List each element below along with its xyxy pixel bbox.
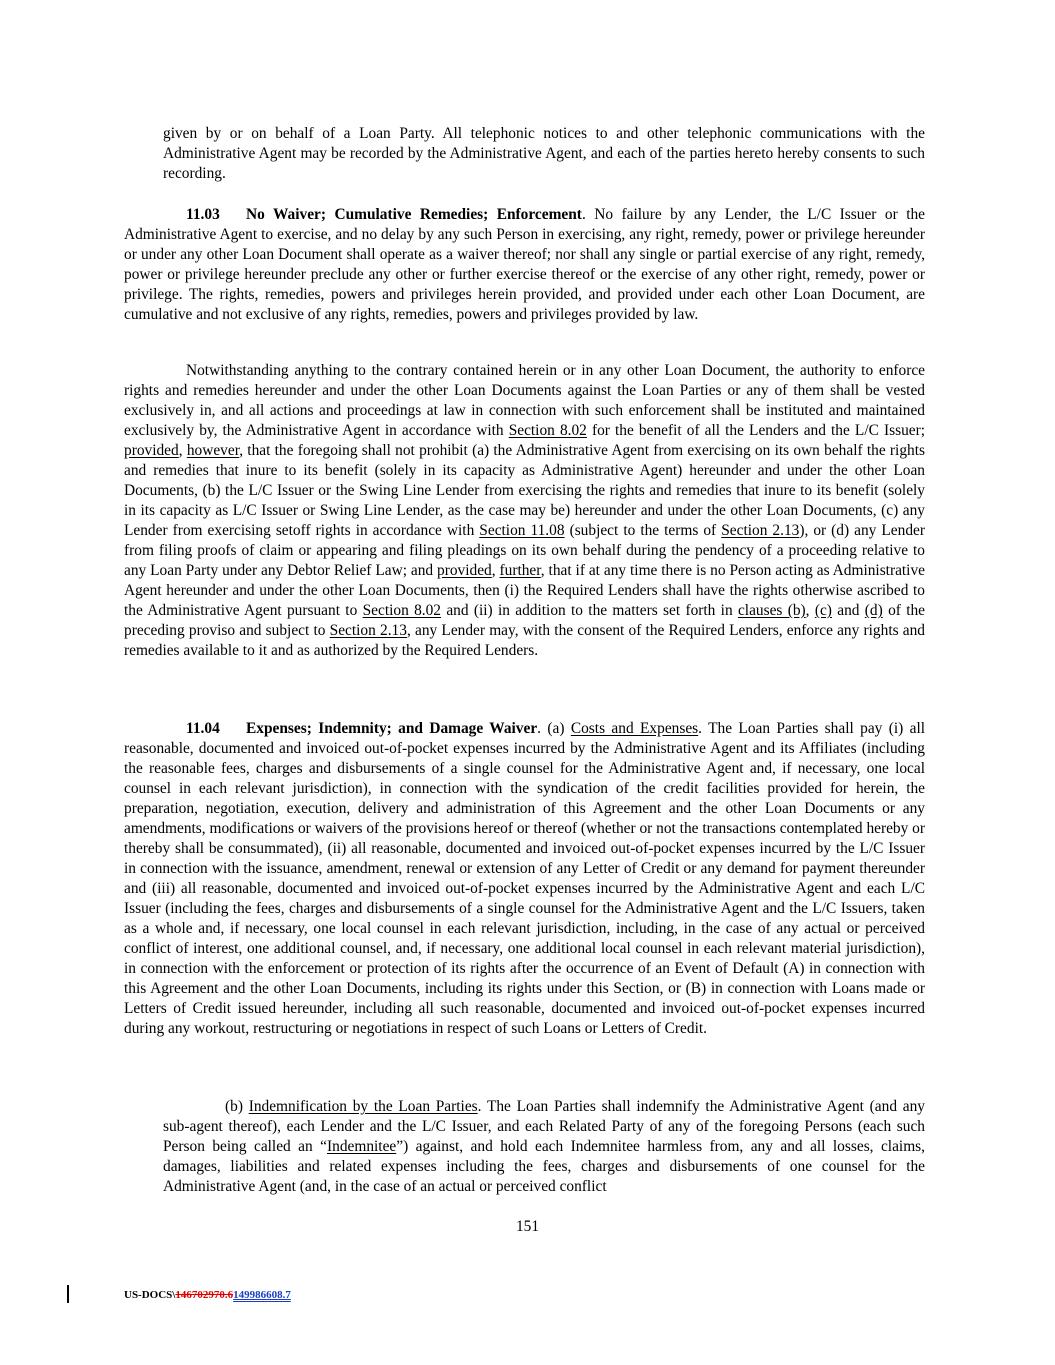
section-11-03: 11.03 No Waiver; Cumulative Remedies; Enforcement. No failure by any Lender, the L/C Issuer or the Administrative Agent to exercise, and no delay by any such Person in exercising, any right, remedy, power or privilege hereunder or under any other Loan Document shall operate as a waiver thereof; nor shall any single or partial exercise of any right, remedy, power or privilege hereunder preclude any other or further exercise thereof or the exercise of any other right, remedy, power or privilege. The rights, remedies, powers and privileges herein provided, and provided under each other Loan Document, are cumulative and not exclusive of any rights, remedies, powers and privileges provided by law.	[124, 206, 925, 323]
section-number: 11.04	[186, 720, 220, 737]
section-number: 11.03	[186, 206, 220, 223]
change-bar	[67, 1285, 69, 1303]
section-heading: No Waiver; Cumulative Remedies; Enforcement	[246, 206, 582, 223]
paragraph-notwithstanding: Notwithstanding anything to the contrary contained herein or in any other Loan Document, the authority to enforce rights and remedies hereunder and under the other Loan Documents against the Loan Parties or any of them shall be vested exclusively in, and all actions and proceedings at law in connection with such enforcement shall be instituted and maintained exclusively by, the Administrative Agent in accordance with Section 8.02 for the benefit of all the Lenders and the L/C Issuer; provided, however, that the foregoing shall not prohibit (a) the Administrative Agent from exercising on its own behalf the rights and remedies that inure to its benefit (solely in its capacity as Administrative Agent) hereunder and under the other Loan Documents, (b) the L/C Issuer or the Swing Line Lender from exercising the rights and remedies that inure to its benefit (solely in its capacity as L/C Issuer or Swing Line Lender, as the case may be) hereunder and under the other Loan Documents, (c) any Lender from exercising setoff rights in accordance with Section 11.08 (subject to the terms of Section 2.13), or (d) any Lender from filing proofs of claim or appearing and filing pleadings on its own behalf during the pendency of a proceeding relative to any Loan Party under any Debtor Relief Law; and provided, further, that if at any time there is no Person acting as Administrative Agent hereunder and under the other Loan Documents, then (i) the Required Lenders shall have the rights otherwise ascribed to the Administrative Agent pursuant to Section 8.02 and (ii) in addition to the matters set forth in clauses (b), (c) and (d) of the preceding proviso and subject to Section 2.13, any Lender may, with the consent of the Required Lenders, enforce any rights and remedies available to it and as authorized by the Required Lenders.	[124, 362, 926, 659]
section-heading: Expenses; Indemnity; and Damage Waiver	[246, 720, 538, 737]
deleted-doc-id: 146702970.6	[175, 1289, 234, 1301]
section-11-04: 11.04 Expenses; Indemnity; and Damage Waiver. (a) Costs and Expenses. The Loan Parties shall pay (i) all reasonable, documented and invoiced out-of-pocket expenses incurred by the Administrative Agent and its Affiliates (including the reasonable fees, charges and disbursements of a single counsel for the Administrative Agent and, if necessary, one local counsel in each relevant jurisdiction), in connection with the syndication of the credit facilities provided for herein, the preparation, negotiation, execution, delivery and administration of this Agreement and the other Loan Documents or any amendments, modifications or waivers of the provisions hereof or thereof (whether or not the transactions contemplated hereby or thereby shall be consummated), (ii) all reasonable, documented and invoiced out-of-pocket expenses incurred by the L/C Issuer in connection with the issuance, amendment, renewal or extension of any Letter of Credit or any demand for payment thereunder and (iii) all reasonable, documented and invoiced out-of-pocket expenses incurred by the Administrative Agent and each L/C Issuer (including the fees, charges and disbursements of a single counsel for the Administrative Agent and the L/C Issuers, taken as a whole and, if necessary, one local counsel in each relevant jurisdiction, including, in the case of any actual or perceived conflict of interest, one additional counsel, and, if necessary, one additional local counsel in each relevant material jurisdiction), in connection with the enforcement or protection of its rights after the occurrence of an Event of Default (A) in connection with this Agreement and the other Loan Documents, including its rights under this Section, or (B) in connection with Loans made or Letters of Credit issued hereunder, including all such reasonable, documented and invoiced out-of-pocket expenses incurred during any workout, restructuring or negotiations in respect of such Loans or Letters of Credit.	[124, 720, 926, 1037]
page-number: 151	[515, 1218, 540, 1235]
inserted-doc-id: 149986608.7	[233, 1289, 291, 1301]
doc-id-footer: US-DOCS\146702970.6149986608.7	[124, 1289, 291, 1301]
paragraph-b-indemnification: (b) Indemnification by the Loan Parties. The Loan Parties shall indemnify the Administrative Agent (and any sub-agent thereof), each Lender and the L/C Issuer, and each Related Party of any of the foregoing Persons (each such Person being called an “Indemnitee”) against, and hold each Indemnitee harmless from, any and all losses, claims, damages, liabilities and related expenses including the fees, charges and disbursements of one counsel for the Administrative Agent (and, in the case of an actual or perceived conflict	[163, 1098, 925, 1195]
paragraph-continuation: given by or on behalf of a Loan Party. All telephonic notices to and other telephonic communications with the Administrative Agent may be recorded by the Administrative Agent, and each of the parties hereto hereby consents to such recording.	[163, 125, 925, 182]
